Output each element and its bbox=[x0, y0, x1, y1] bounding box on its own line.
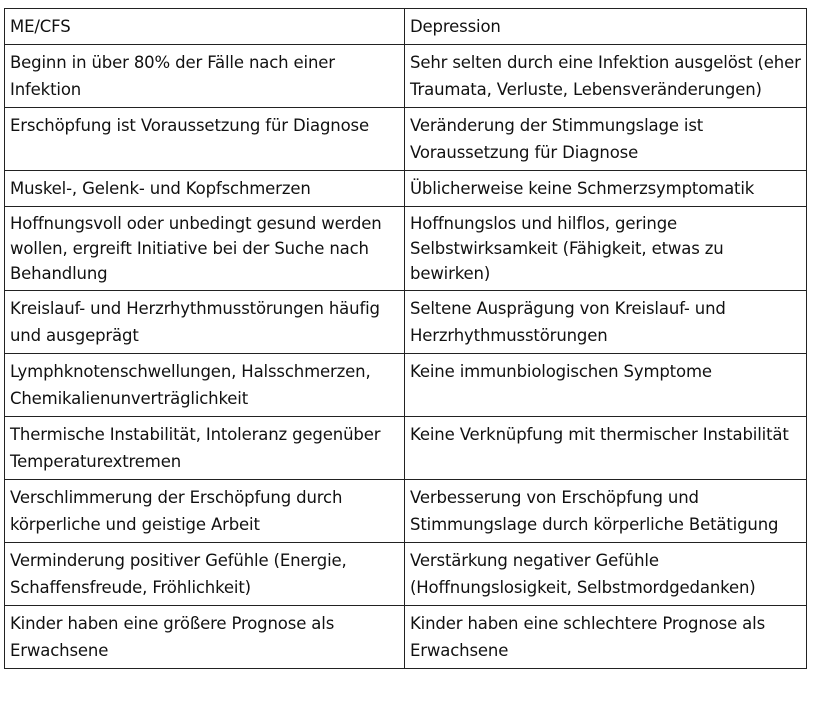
table-cell-mecfs bbox=[5, 207, 405, 291]
cell-text: Muskel-, Gelenk- und Kopfschmerzen bbox=[10, 179, 311, 198]
cell-text: Verschlimmerung der Erschöpfung durch körperliche und geistige Arbeit bbox=[10, 488, 343, 534]
cell-text: Lymphknotenschwellungen, Halsschmerzen, Chemikalienunverträglichkeit bbox=[10, 362, 371, 408]
cell-text: Kinder haben eine schlechtere Prognose als Erwachsene bbox=[410, 614, 766, 660]
table-cell-depression bbox=[405, 291, 807, 354]
comparison-table-container bbox=[4, 8, 807, 669]
table-cell-depression bbox=[405, 543, 807, 606]
table-cell-mecfs bbox=[5, 108, 405, 171]
cell-text: Verstärkung negativer Gefühle (Hoffnungslosigkeit, Selbstmordgedanken) bbox=[410, 551, 756, 597]
table-cell-mecfs bbox=[5, 417, 405, 480]
table-cell-depression bbox=[405, 171, 807, 207]
cell-text: Hoffnungslos und hilflos, geringe Selbstwirksamkeit (Fähigkeit, etwas zu bewirken) bbox=[410, 214, 724, 283]
cell-text: Kreislauf- und Herzrhythmusstörungen häufig und ausgeprägt bbox=[10, 299, 380, 345]
table-row bbox=[5, 108, 807, 171]
cell-text: Erschöpfung ist Voraussetzung für Diagnose bbox=[10, 116, 369, 135]
header-label: ME/CFS bbox=[10, 17, 71, 36]
table-cell-depression bbox=[405, 45, 807, 108]
cell-text: Verbesserung von Erschöpfung und Stimmungslage durch körperliche Betätigung bbox=[410, 488, 779, 534]
table-row bbox=[5, 417, 807, 480]
table-header-row bbox=[5, 9, 807, 45]
table-row bbox=[5, 354, 807, 417]
table-cell-mecfs bbox=[5, 480, 405, 543]
table-row bbox=[5, 45, 807, 108]
table-cell-mecfs bbox=[5, 291, 405, 354]
table-row bbox=[5, 207, 807, 291]
table-row bbox=[5, 480, 807, 543]
cell-text: Keine Verknüpfung mit thermischer Instabilität bbox=[410, 425, 789, 444]
header-label: Depression bbox=[410, 17, 501, 36]
cell-text: Hoffnungsvoll oder unbedingt gesund werden wollen, ergreift Initiative bei der Suche nach Behandlung bbox=[10, 214, 382, 283]
cell-text: Kinder haben eine größere Prognose als Erwachsene bbox=[10, 614, 335, 660]
header-cell-mecfs bbox=[5, 9, 405, 45]
table-row bbox=[5, 291, 807, 354]
table-cell-mecfs bbox=[5, 606, 405, 669]
cell-text: Veränderung der Stimmungslage ist Voraussetzung für Diagnose bbox=[410, 116, 704, 162]
table-row bbox=[5, 171, 807, 207]
cell-text: Üblicherweise keine Schmerzsymptomatik bbox=[410, 179, 755, 198]
cell-text: Keine immunbiologischen Symptome bbox=[410, 362, 712, 381]
table-cell-depression bbox=[405, 108, 807, 171]
table-cell-mecfs bbox=[5, 543, 405, 606]
table-row bbox=[5, 606, 807, 669]
table-cell-depression bbox=[405, 207, 807, 291]
comparison-table bbox=[4, 8, 807, 669]
table-cell-depression bbox=[405, 480, 807, 543]
table-cell-depression bbox=[405, 606, 807, 669]
table-row bbox=[5, 543, 807, 606]
table-cell-mecfs bbox=[5, 171, 405, 207]
cell-text: Thermische Instabilität, Intoleranz gegenüber Temperaturextremen bbox=[10, 425, 381, 471]
table-cell-mecfs bbox=[5, 354, 405, 417]
cell-text: Beginn in über 80% der Fälle nach einer Infektion bbox=[10, 53, 335, 99]
table-cell-depression bbox=[405, 417, 807, 480]
cell-text: Seltene Ausprägung von Kreislauf- und Herzrhythmusstörungen bbox=[410, 299, 726, 345]
cell-text: Sehr selten durch eine Infektion ausgelöst (eher Traumata, Verluste, Lebensveränderungen) bbox=[410, 53, 801, 99]
table-cell-depression bbox=[405, 354, 807, 417]
header-cell-depression bbox=[405, 9, 807, 45]
cell-text: Verminderung positiver Gefühle (Energie, Schaffensfreude, Fröhlichkeit) bbox=[10, 551, 347, 597]
table-cell-mecfs bbox=[5, 45, 405, 108]
